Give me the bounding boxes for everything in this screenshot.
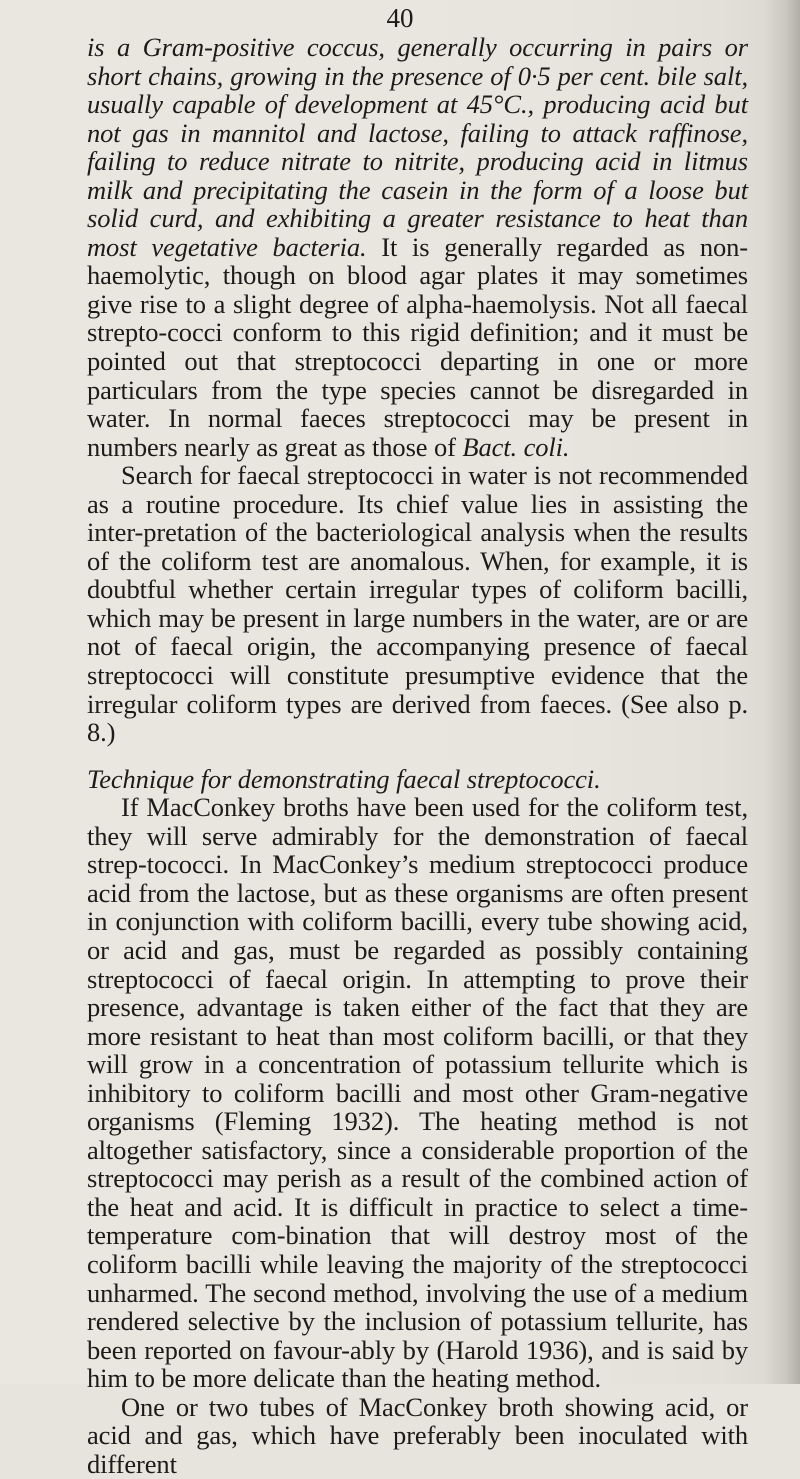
section-heading: Technique for demonstrating faecal streptococci. (87, 763, 601, 794)
definition-italic: is a Gram-positive coccus, generally occurring in pairs or short chains, growing in the presence of 0·5 per cent. bile salt, usually capable of development at 45°C., producing acid but not gas in mannitol and lactose, failing to attack raffinose, failing to reduce nitrate to nitrite, producing acid in litmus milk and precipitating the casein in the form of a loose but solid curd, and exhibiting a greater resistance to heat than most vegetative bacteria. (87, 32, 748, 262)
page-number: 40 (386, 3, 414, 33)
definition-continued: It is generally regarded as non-haemolytic, though on blood agar plates it may sometimes give rise to a slight degree of alpha-haemolysis. Not all faecal strepto-cocci conform to this rigid definition; and it must be pointed out that streptococci departing in one or more particulars from the type species cannot be disregarded in water. In normal faeces streptococci may be present in numbers nearly as great as those of (87, 231, 749, 462)
body-text (87, 33, 748, 1478)
bact-coli-term: Bact. coli. (462, 431, 570, 462)
paragraph-search: Search for faecal streptococci in water is not recommended as a routine procedure. Its chief value lies in assisting the inter-pretation of the bacteriological analysis when the results of the coliform test are anomalous. When, for example, it is doubtful whether certain irregular types of coliform bacilli, which may be present in large numbers in the water, are or are not of faecal origin, the accompanying presence of faecal streptococci will constitute presumptive evidence that the irregular coliform types are derived from faeces. (See also p. 8.) (87, 460, 748, 748)
paragraph-definition (87, 33, 748, 461)
paragraph-tubes: One or two tubes of MacConkey broth showing acid, or acid and gas, which have preferably been inoculated with different (87, 1391, 748, 1479)
page-edge-shadow (764, 0, 800, 1384)
paragraph-technique: If MacConkey broths have been used for the coliform test, they will serve admirably for the demonstration of faecal strep-tococci. In MacConkey’s medium streptococci produce acid from the lactose, but as these organisms are often present in conjunction with coliform bacilli, every tube showing acid, or acid and gas, must be regarded as possibly containing streptococci of faecal origin. In attempting to prove their presence, advantage is taken either of the fact that they are more resistant to heat than most coliform bacilli, or that they will grow in a concentration of potassium tellurite which is inhibitory to coliform bacilli and most other Gram-negative organisms (Fleming 1932). The heating method is not altogether satisfactory, since a considerable proportion of the streptococci may perish as a result of the combined action of the heat and acid. It is difficult in practice to select a time-temperature com-bination that will destroy most of the coliform bacilli while leaving the majority of the streptococci unharmed. The second method, involving the use of a medium rendered selective by the inclusion of potassium tellurite, has been reported on favour-ably by (Harold 1936), and is said by him to be more delicate than the heating method. (87, 792, 748, 1394)
